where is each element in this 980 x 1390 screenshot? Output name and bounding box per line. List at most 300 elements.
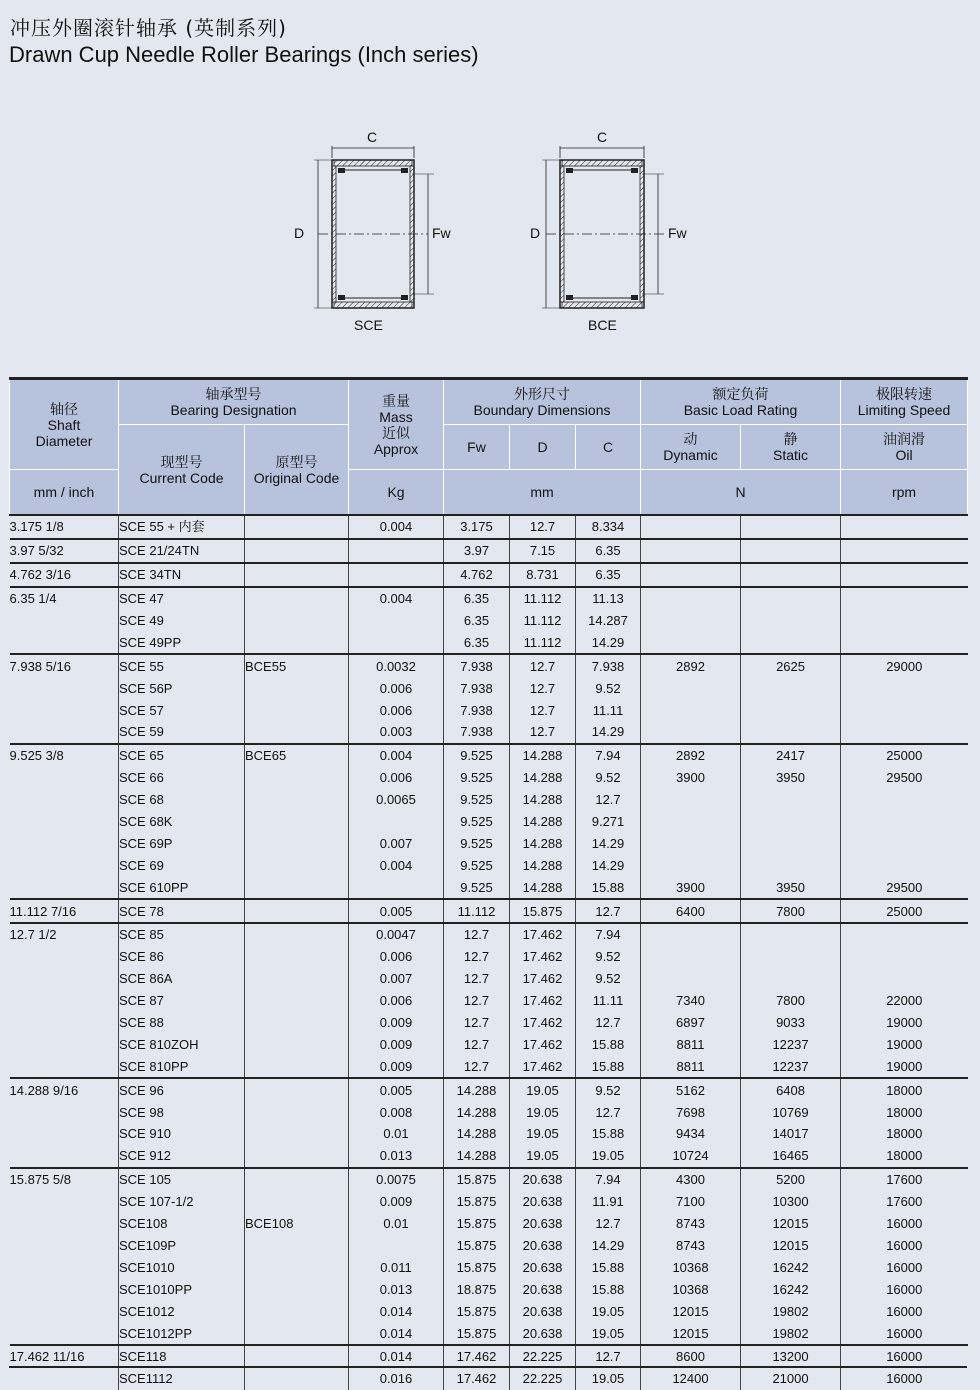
shaft-diameter-cell [10, 1235, 119, 1257]
mass-cell: 0.016 [349, 1368, 444, 1390]
fw-cell: 12.7 [444, 923, 510, 946]
mass-cell: 0.009 [349, 1191, 444, 1213]
table-row [10, 832, 968, 854]
svg-text:C: C [367, 129, 378, 145]
original-code-cell [245, 1078, 349, 1101]
current-code-cell: SCE 55 + 内套 [119, 515, 245, 539]
d-cell: 11.112 [510, 631, 576, 654]
limiting-speed-cell [841, 811, 968, 833]
mass-cell: 0.009 [349, 1012, 444, 1034]
current-code-cell: SCE 87 [119, 990, 245, 1012]
shaft-diameter-cell [10, 1123, 119, 1145]
fw-cell: 14.288 [444, 1078, 510, 1101]
c-cell: 6.35 [576, 539, 641, 563]
bearing-cross-section-diagram [288, 124, 708, 339]
shaft-diameter-cell [10, 876, 119, 899]
mass-cell: 0.0032 [349, 654, 444, 677]
dynamic-load-cell [641, 789, 741, 811]
dynamic-load-cell: 7100 [641, 1191, 741, 1213]
shaft-diameter-cell [10, 610, 119, 632]
current-code-header: 现型号 Current Code [119, 425, 245, 516]
dynamic-load-cell: 7340 [641, 990, 741, 1012]
table-row [10, 677, 968, 699]
dynamic-load-cell: 9434 [641, 1123, 741, 1145]
d-cell: 20.638 [510, 1235, 576, 1257]
original-code-cell [245, 563, 349, 587]
shaft-diameter-cell [10, 699, 119, 721]
limiting-speed-cell [841, 587, 968, 610]
dynamic-load-cell: 10368 [641, 1256, 741, 1278]
fw-cell: 14.288 [444, 1123, 510, 1145]
table-row [10, 854, 968, 876]
current-code-cell: SCE 912 [119, 1145, 245, 1168]
limiting-speed-cell [841, 610, 968, 632]
mass-cell [349, 610, 444, 632]
shaft-diameter-cell: 7.938 5/16 [10, 654, 119, 677]
d-cell: 20.638 [510, 1322, 576, 1345]
boundary-dimensions-header: 外形尺寸 Boundary Dimensions [444, 379, 641, 425]
original-code-cell [245, 1322, 349, 1345]
fw-cell: 9.525 [444, 767, 510, 789]
limiting-speed-cell: 16000 [841, 1278, 968, 1300]
c-header: C [576, 425, 641, 470]
limiting-speed-cell: 16000 [841, 1300, 968, 1322]
fw-cell: 12.7 [444, 1055, 510, 1078]
limiting-speed-cell: 16000 [841, 1345, 968, 1368]
fw-cell: 9.525 [444, 854, 510, 876]
original-code-cell [245, 832, 349, 854]
c-cell: 9.52 [576, 1078, 641, 1101]
table-row [10, 876, 968, 899]
dynamic-load-cell [641, 811, 741, 833]
mass-cell: 0.009 [349, 1055, 444, 1078]
current-code-cell: SCE 610PP [119, 876, 245, 899]
mass-cell [349, 539, 444, 563]
shaft-diameter-cell [10, 1213, 119, 1235]
static-load-cell: 7800 [741, 899, 841, 923]
current-code-cell: SCE 55 [119, 654, 245, 677]
d-cell: 14.288 [510, 789, 576, 811]
c-cell: 7.94 [576, 1168, 641, 1191]
current-code-cell: SCE 810ZOH [119, 1033, 245, 1055]
dynamic-load-cell: 10368 [641, 1278, 741, 1300]
mass-cell [349, 1235, 444, 1257]
dynamic-load-cell: 5162 [641, 1078, 741, 1101]
static-load-cell: 5200 [741, 1168, 841, 1191]
original-code-cell [245, 854, 349, 876]
d-cell: 12.7 [510, 721, 576, 744]
svg-text:C: C [597, 129, 608, 145]
limiting-speed-cell: 18000 [841, 1123, 968, 1145]
d-cell: 14.288 [510, 832, 576, 854]
dynamic-load-cell [641, 539, 741, 563]
c-cell: 7.938 [576, 654, 641, 677]
mass-cell: 0.0047 [349, 923, 444, 946]
fw-cell: 6.35 [444, 631, 510, 654]
original-code-cell [245, 923, 349, 946]
fw-cell: 11.112 [444, 899, 510, 923]
c-cell: 11.91 [576, 1191, 641, 1213]
fw-cell: 12.7 [444, 1012, 510, 1034]
current-code-cell: SCE1010PP [119, 1278, 245, 1300]
mass-cell: 0.01 [349, 1213, 444, 1235]
original-code-cell [245, 1278, 349, 1300]
static-load-cell: 16242 [741, 1256, 841, 1278]
static-load-cell: 3950 [741, 876, 841, 899]
fw-cell: 17.462 [444, 1345, 510, 1368]
static-load-cell [741, 610, 841, 632]
shaft-diameter-cell [10, 721, 119, 744]
shaft-diameter-cell [10, 1322, 119, 1345]
fw-cell: 15.875 [444, 1235, 510, 1257]
static-load-cell: 2417 [741, 744, 841, 767]
shaft-diameter-cell [10, 631, 119, 654]
fw-cell: 14.288 [444, 1101, 510, 1123]
d-cell: 20.638 [510, 1256, 576, 1278]
original-code-cell [245, 1345, 349, 1368]
original-code-cell [245, 1368, 349, 1390]
dynamic-load-cell: 4300 [641, 1168, 741, 1191]
limiting-speed-cell: 17600 [841, 1168, 968, 1191]
d-cell: 22.225 [510, 1345, 576, 1368]
mass-cell: 0.003 [349, 721, 444, 744]
shaft-unit: mm / inch [10, 470, 119, 516]
static-load-cell [741, 968, 841, 990]
current-code-cell: SCE 59 [119, 721, 245, 744]
table-row [10, 515, 968, 539]
original-code-cell [245, 1235, 349, 1257]
limiting-speed-cell: 29500 [841, 876, 968, 899]
mass-cell: 0.006 [349, 677, 444, 699]
table-bottom-rule [9, 1366, 967, 1368]
current-code-cell: SCE 49 [119, 610, 245, 632]
original-code-cell [245, 1123, 349, 1145]
current-code-cell: SCE 88 [119, 1012, 245, 1034]
d-cell: 17.462 [510, 1055, 576, 1078]
current-code-cell: SCE118 [119, 1345, 245, 1368]
page-title-en: Drawn Cup Needle Roller Bearings (Inch series) [9, 42, 479, 67]
c-cell: 12.7 [576, 1345, 641, 1368]
d-cell: 17.462 [510, 1033, 576, 1055]
c-cell: 14.29 [576, 1235, 641, 1257]
c-cell: 7.94 [576, 923, 641, 946]
static-load-cell [741, 587, 841, 610]
speed-unit: rpm [841, 470, 968, 516]
original-code-cell [245, 1145, 349, 1168]
d-cell: 20.638 [510, 1278, 576, 1300]
current-code-cell: SCE 56P [119, 677, 245, 699]
original-code-cell [245, 968, 349, 990]
dynamic-load-cell: 8600 [641, 1345, 741, 1368]
table-row [10, 1078, 968, 1101]
fw-cell: 15.875 [444, 1191, 510, 1213]
table-row [10, 1235, 968, 1257]
limiting-speed-cell: 18000 [841, 1145, 968, 1168]
bearing-designation-header: 轴承型号 Bearing Designation [119, 379, 349, 425]
static-load-cell: 19802 [741, 1322, 841, 1345]
c-cell: 15.88 [576, 876, 641, 899]
c-cell: 12.7 [576, 789, 641, 811]
fw-cell: 7.938 [444, 721, 510, 744]
table-row [10, 1033, 968, 1055]
shaft-diameter-cell: 11.112 7/16 [10, 899, 119, 923]
limiting-speed-cell [841, 854, 968, 876]
c-cell: 15.88 [576, 1278, 641, 1300]
d-cell: 11.112 [510, 610, 576, 632]
shaft-diameter-cell [10, 1055, 119, 1078]
d-cell: 12.7 [510, 654, 576, 677]
table-row [10, 990, 968, 1012]
fw-cell: 3.97 [444, 539, 510, 563]
c-cell: 11.13 [576, 587, 641, 610]
c-cell: 19.05 [576, 1368, 641, 1390]
dynamic-load-cell [641, 587, 741, 610]
current-code-cell: SCE1010 [119, 1256, 245, 1278]
dynamic-load-cell: 8743 [641, 1235, 741, 1257]
shaft-diameter-cell: 12.7 1/2 [10, 923, 119, 946]
table-row [10, 1123, 968, 1145]
limiting-speed-cell [841, 515, 968, 539]
original-code-cell [245, 631, 349, 654]
mass-cell: 0.004 [349, 854, 444, 876]
c-cell: 15.88 [576, 1033, 641, 1055]
original-code-cell [245, 1055, 349, 1078]
dynamic-load-cell: 8743 [641, 1213, 741, 1235]
dynamic-load-cell [641, 699, 741, 721]
d-cell: 12.7 [510, 515, 576, 539]
fw-cell: 17.462 [444, 1368, 510, 1390]
shaft-diameter-cell [10, 968, 119, 990]
mass-cell: 0.01 [349, 1123, 444, 1145]
static-header: 静 Static [741, 425, 841, 470]
static-load-cell: 12237 [741, 1033, 841, 1055]
current-code-cell: SCE 65 [119, 744, 245, 767]
d-cell: 17.462 [510, 968, 576, 990]
bce-drawing [530, 129, 688, 333]
shaft-diameter-cell [10, 811, 119, 833]
shaft-diameter-cell: 6.35 1/4 [10, 587, 119, 610]
static-load-cell [741, 515, 841, 539]
fw-cell: 6.35 [444, 610, 510, 632]
table-row [10, 563, 968, 587]
original-code-cell [245, 789, 349, 811]
limiting-speed-cell: 19000 [841, 1012, 968, 1034]
fw-cell: 18.875 [444, 1278, 510, 1300]
dynamic-load-cell: 12015 [641, 1300, 741, 1322]
original-code-cell: BCE55 [245, 654, 349, 677]
limiting-speed-cell [841, 677, 968, 699]
mass-cell: 0.008 [349, 1101, 444, 1123]
shaft-diameter-cell [10, 1256, 119, 1278]
current-code-cell: SCE 96 [119, 1078, 245, 1101]
load-unit: N [641, 470, 841, 516]
shaft-diameter-header: 轴径 Shaft Diameter [10, 379, 119, 470]
original-code-cell [245, 587, 349, 610]
shaft-diameter-cell [10, 990, 119, 1012]
mass-cell: 0.006 [349, 767, 444, 789]
c-cell: 19.05 [576, 1145, 641, 1168]
dynamic-load-cell: 6897 [641, 1012, 741, 1034]
static-load-cell: 12237 [741, 1055, 841, 1078]
table-row [10, 899, 968, 923]
limiting-speed-cell: 16000 [841, 1235, 968, 1257]
mass-cell: 0.014 [349, 1300, 444, 1322]
limiting-speed-cell: 19000 [841, 1055, 968, 1078]
table-row [10, 789, 968, 811]
original-code-cell [245, 1300, 349, 1322]
d-cell: 14.288 [510, 811, 576, 833]
d-cell: 20.638 [510, 1168, 576, 1191]
original-code-cell [245, 1012, 349, 1034]
original-code-cell: BCE108 [245, 1213, 349, 1235]
dynamic-load-cell: 6400 [641, 899, 741, 923]
boundary-unit: mm [444, 470, 641, 516]
fw-cell: 15.875 [444, 1322, 510, 1345]
mass-cell: 0.009 [349, 1033, 444, 1055]
static-load-cell: 13200 [741, 1345, 841, 1368]
dynamic-load-cell: 3900 [641, 767, 741, 789]
dynamic-load-cell [641, 854, 741, 876]
original-code-cell [245, 515, 349, 539]
mass-cell: 0.005 [349, 899, 444, 923]
static-load-cell [741, 789, 841, 811]
d-cell: 17.462 [510, 990, 576, 1012]
basic-load-rating-header: 额定负荷 Basic Load Rating [641, 379, 841, 425]
limiting-speed-cell [841, 832, 968, 854]
d-cell: 20.638 [510, 1191, 576, 1213]
dynamic-load-cell: 12015 [641, 1322, 741, 1345]
dynamic-load-cell [641, 923, 741, 946]
svg-text:D: D [294, 225, 305, 241]
current-code-cell: SCE 68K [119, 811, 245, 833]
fw-cell: 12.7 [444, 1033, 510, 1055]
d-cell: 19.05 [510, 1145, 576, 1168]
fw-cell: 12.7 [444, 946, 510, 968]
limiting-speed-cell: 19000 [841, 1033, 968, 1055]
mass-cell: 0.0075 [349, 1168, 444, 1191]
shaft-diameter-cell: 4.762 3/16 [10, 563, 119, 587]
sce-drawing [294, 129, 452, 333]
d-cell: 7.15 [510, 539, 576, 563]
c-cell: 6.35 [576, 563, 641, 587]
mass-cell: 0.004 [349, 744, 444, 767]
fw-cell: 3.175 [444, 515, 510, 539]
current-code-cell: SCE 86 [119, 946, 245, 968]
table-row [10, 587, 968, 610]
limiting-speed-cell: 16000 [841, 1368, 968, 1390]
mass-cell: 0.014 [349, 1322, 444, 1345]
limiting-speed-cell [841, 631, 968, 654]
c-cell: 14.29 [576, 854, 641, 876]
dynamic-load-cell [641, 610, 741, 632]
table-row [10, 1345, 968, 1368]
mass-cell: 0.004 [349, 587, 444, 610]
fw-cell: 7.938 [444, 699, 510, 721]
static-load-cell: 14017 [741, 1123, 841, 1145]
limiting-speed-cell: 17600 [841, 1191, 968, 1213]
shaft-diameter-cell [10, 789, 119, 811]
table-row [10, 744, 968, 767]
c-cell: 15.88 [576, 1256, 641, 1278]
svg-text:BCE: BCE [588, 317, 617, 333]
table-row [10, 610, 968, 632]
dynamic-load-cell: 2892 [641, 654, 741, 677]
c-cell: 14.29 [576, 631, 641, 654]
limiting-speed-cell: 29000 [841, 654, 968, 677]
current-code-cell: SCE 85 [119, 923, 245, 946]
table-row [10, 654, 968, 677]
static-load-cell [741, 946, 841, 968]
mass-cell: 0.007 [349, 832, 444, 854]
c-cell: 14.29 [576, 832, 641, 854]
dynamic-load-cell: 12400 [641, 1368, 741, 1390]
d-cell: 12.7 [510, 699, 576, 721]
original-code-cell [245, 699, 349, 721]
svg-text:D: D [530, 225, 541, 241]
c-cell: 11.11 [576, 699, 641, 721]
svg-text:Fw: Fw [668, 225, 687, 241]
static-load-cell [741, 563, 841, 587]
mass-cell: 0.013 [349, 1278, 444, 1300]
fw-cell: 4.762 [444, 563, 510, 587]
mass-cell: 0.011 [349, 1256, 444, 1278]
current-code-cell: SCE 107-1/2 [119, 1191, 245, 1213]
original-code-cell [245, 677, 349, 699]
limiting-speed-cell [841, 699, 968, 721]
limiting-speed-cell [841, 721, 968, 744]
fw-cell: 15.875 [444, 1300, 510, 1322]
fw-cell: 9.525 [444, 876, 510, 899]
shaft-diameter-cell: 9.525 3/8 [10, 744, 119, 767]
current-code-cell: SCE 78 [119, 899, 245, 923]
c-cell: 12.7 [576, 899, 641, 923]
fw-cell: 9.525 [444, 789, 510, 811]
shaft-diameter-cell [10, 1300, 119, 1322]
static-load-cell: 10769 [741, 1101, 841, 1123]
fw-cell: 12.7 [444, 968, 510, 990]
static-load-cell: 16465 [741, 1145, 841, 1168]
shaft-diameter-cell [10, 677, 119, 699]
fw-cell: 15.875 [444, 1213, 510, 1235]
shaft-diameter-cell [10, 1012, 119, 1034]
mass-cell: 0.013 [349, 1145, 444, 1168]
original-code-cell: BCE65 [245, 744, 349, 767]
original-code-cell [245, 1168, 349, 1191]
shaft-diameter-cell [10, 854, 119, 876]
current-code-cell: SCE 105 [119, 1168, 245, 1191]
static-load-cell: 19802 [741, 1300, 841, 1322]
shaft-diameter-cell: 3.175 1/8 [10, 515, 119, 539]
d-cell: 19.05 [510, 1123, 576, 1145]
shaft-diameter-cell [10, 1278, 119, 1300]
d-cell: 17.462 [510, 923, 576, 946]
fw-cell: 14.288 [444, 1145, 510, 1168]
current-code-cell: SCE 810PP [119, 1055, 245, 1078]
current-code-cell: SCE1012PP [119, 1322, 245, 1345]
c-cell: 15.88 [576, 1055, 641, 1078]
shaft-diameter-cell: 15.875 5/8 [10, 1168, 119, 1191]
d-cell: 19.05 [510, 1101, 576, 1123]
limiting-speed-cell: 29500 [841, 767, 968, 789]
current-code-cell: SCE 47 [119, 587, 245, 610]
c-cell: 12.7 [576, 1213, 641, 1235]
limiting-speed-cell: 25000 [841, 899, 968, 923]
spec-table-body [10, 515, 968, 1390]
table-row [10, 1300, 968, 1322]
shaft-diameter-cell: 14.288 9/16 [10, 1078, 119, 1101]
mass-cell [349, 876, 444, 899]
limiting-speed-cell: 16000 [841, 1322, 968, 1345]
